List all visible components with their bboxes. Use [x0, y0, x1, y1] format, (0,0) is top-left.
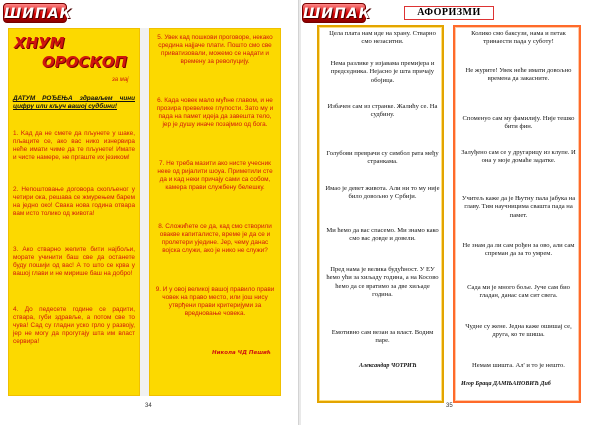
author-signature: Александар ЧОТРИЋ: [359, 363, 417, 369]
horoscope-item: 5. Увек кад пошкови проговоре, некако средина најјаче плати. Пошто смо све приватизовали, можемо се надати и времену за револуцију.: [157, 34, 273, 66]
aphorism: Чудне су жене. Једна каже ошишај се, друга, ко те шиша.: [465, 323, 572, 339]
aphorism: Не журите! Увек неће имати довољно времена да закасните.: [465, 67, 572, 83]
aphorism: Сада ми је много боље. Јуче сам био гладан, данас сам сит свега.: [467, 284, 570, 300]
horoscope-item: 6. Када човек мало мућне главом, и не прозира превелике глупости. Зато му и пада на памет идеја да завешта тело, јер је душу иначе позајмио од бога.: [156, 97, 274, 129]
aphorism: Цела плата нам иде на храну. Стварно смо незаситни.: [329, 30, 436, 46]
aphorism: Нема разлике у изјавама премијера и председника. Нејасно је шта причају обојица.: [330, 60, 435, 84]
brand-logo: ШИПАК: [302, 3, 366, 23]
article-intro: ДАТУМ РОЂЕЊА здрављем чини цифру или кључ вашој судбини!: [13, 95, 135, 111]
aphorism: Голубови преврачи су симбол рата међу странкама.: [326, 150, 439, 166]
aphorism: Емотивно сам везан за власт. Водим паре.: [331, 329, 434, 345]
horoscope-item: 9. И у овој великој вашој правило прави човек на право место, или још нису утврђени прави критеријуми за вредновање човека.: [155, 286, 275, 318]
horoscope-item: 1. Kaд да не смете да пљунете у шаке, пљаците се, ако вас нико изнервира нећe имати чиме да те пљунете! Имате и чисте намере, не пргаште их језиком!: [13, 130, 135, 162]
author-signature: Никола ЧД Пешић: [212, 350, 271, 356]
page-number: 35: [446, 403, 453, 409]
aphorism: Учитељ каже да је Њутну пала јабука на главу. Тим научницима свашта пада на памет.: [461, 195, 576, 219]
aphorism: Пред нама је велика будућност. У ЕУ ћемо ући за хиљаду година, а на Косово ћемо да се вратимо за две хиљаде година.: [326, 266, 439, 299]
left-page: [0, 0, 299, 425]
article-subtitle: за мај: [112, 77, 129, 83]
aphorism: Не знам да ли сам рођен за ово, али сам спреман да за то умрем.: [462, 242, 575, 258]
aphorism-box-left: [317, 25, 444, 403]
aphorism: Колико смо баксузи, нама и петак тринаести пада у суботу!: [471, 30, 566, 46]
page-number: 34: [145, 403, 152, 409]
article-title-line1: ХНУМ: [14, 34, 65, 52]
horoscope-column-right: [149, 28, 281, 396]
brand-logo: ШИПАК: [3, 3, 67, 23]
aphorism: Немам шишта. Ал' и то је нешто.: [472, 362, 565, 369]
horoscope-item: 2. Непоштовање договора скопљенoг у четири ока, решава се жмурењем барем на једно око! Свака нова година отвара вам исто толико од живота!: [13, 186, 135, 218]
horoscope-item: 7. Не треба мазити ако нисте учесник некe од ријалити шоуа. Приметили сте да и кад неки причају сами са собом, камера прави службену белешку.: [157, 160, 273, 192]
horoscope-item: 3. Ако стварно желите бити најбољи, морате учинити баш све да останете буду пошији од вас! А то што се крва у вашој глави и не мирише баш на добро!: [13, 246, 135, 278]
section-title: АФОРИЗМИ: [404, 6, 494, 20]
aphorism: Залуђено сам се у другарицу из клупе. И она у моје домаће задатке.: [461, 149, 576, 165]
aphorism-box-right: [453, 25, 581, 403]
aphorism: Избачен сам из странке. Жалићу се. На судбину.: [327, 103, 438, 119]
author-signature: Игор Браца ДАМЊАНОВИЋ Диб: [461, 381, 551, 387]
aphorism: Споменуо сам му фамилију. Није тешко бити фин.: [462, 115, 575, 131]
horoscope-item: 8. Сложићете се да, кад смо створили овакве капиталисте, време је да се и пролетери уједине. Јер, чему данас војска служи, ако је нико не служи?: [158, 223, 272, 255]
aphorism: Ми ћемо да вас спасемо. Ми знамо како смо вас довде и довели.: [326, 227, 439, 243]
horoscope-item: 4. До педесете године се радити, ствара, губи здравље, а потом све то чува! Сад су гладни уско грло у развоју, јер не могу да прогутају шта им власт сервира!: [13, 306, 135, 346]
article-title-line2: ОРОСКОП: [42, 53, 128, 71]
right-page: [301, 0, 600, 425]
column-divider: [140, 28, 149, 396]
aphorism: Имао је девет живота. Али ни то му није било довољно у Србији.: [325, 185, 440, 201]
